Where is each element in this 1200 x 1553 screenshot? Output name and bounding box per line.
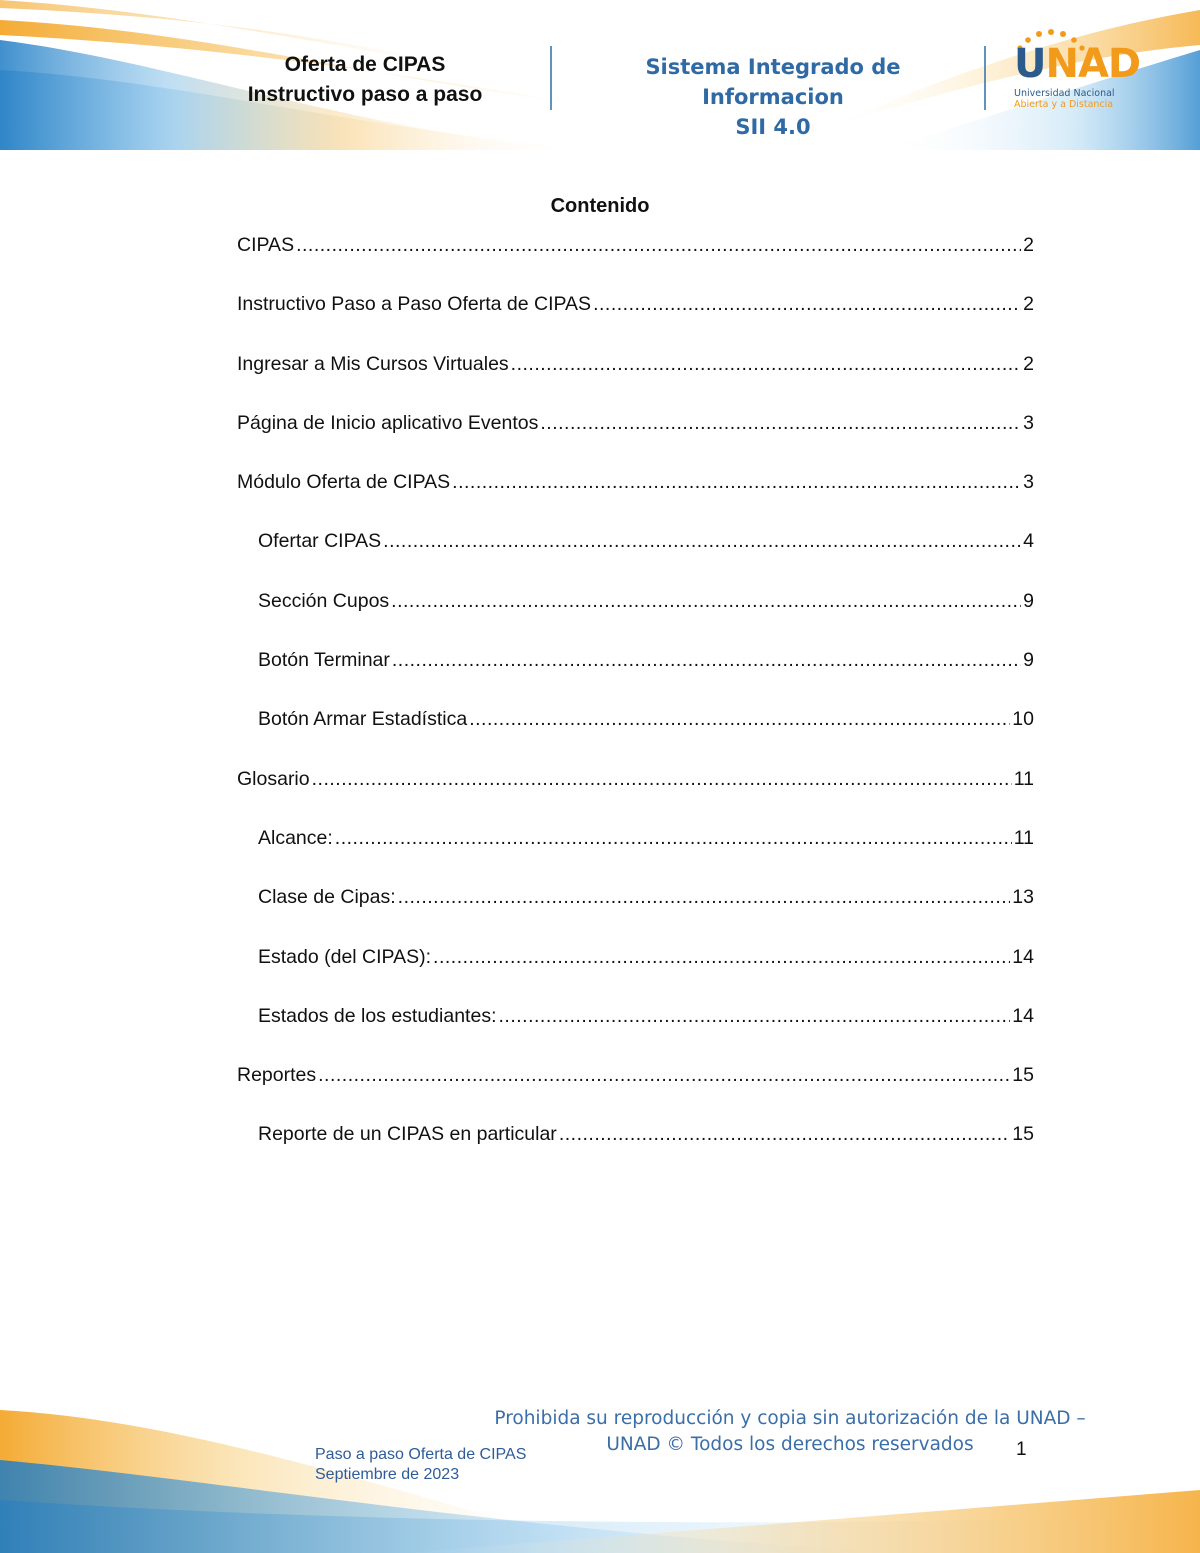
toc-dot-leader xyxy=(392,645,1021,675)
toc-entry-page-number: 3 xyxy=(1023,471,1034,494)
header-divider-left xyxy=(550,46,552,110)
toc-entry-page-number: 2 xyxy=(1023,352,1034,375)
system-name: Sistema Integrado de Informacion xyxy=(645,55,901,109)
toc-dot-leader xyxy=(335,823,1012,853)
toc-dot-leader xyxy=(383,526,1021,556)
toc-dot-leader xyxy=(398,882,1011,912)
toc-dot-leader xyxy=(540,408,1021,438)
toc-dot-leader xyxy=(511,349,1021,379)
toc-entry-page-number: 10 xyxy=(1012,708,1034,731)
toc-entry-page-number: 14 xyxy=(1012,1004,1034,1027)
toc-entry-label: Clase de Cipas: xyxy=(258,886,396,909)
page-footer xyxy=(0,1390,1200,1553)
toc-entry-label: Botón Terminar xyxy=(258,649,390,672)
toc-entry-label: Estados de los estudiantes: xyxy=(258,1004,497,1027)
toc-entry-label: Módulo Oferta de CIPAS xyxy=(237,471,451,494)
toc-dot-leader xyxy=(593,289,1021,319)
toc-entry[interactable] xyxy=(237,1119,1034,1178)
document-subtitle: Instructivo paso a paso xyxy=(247,83,483,106)
footer-document-info xyxy=(315,1445,526,1485)
toc-entry[interactable] xyxy=(237,467,1034,526)
toc-entry-page-number: 11 xyxy=(1013,826,1034,849)
toc-entry-label: Sección Cupos xyxy=(258,589,390,612)
toc-entry-label: Instructivo Paso a Paso Oferta de CIPAS xyxy=(237,293,592,316)
toc-entry[interactable] xyxy=(237,526,1034,585)
footer-document-date: Septiembre de 2023 xyxy=(315,1466,460,1483)
toc-entry[interactable] xyxy=(237,408,1034,467)
header-divider-right xyxy=(984,46,986,110)
toc-entry-page-number: 2 xyxy=(1023,234,1034,256)
toc-dot-leader xyxy=(312,764,1012,794)
toc-entry[interactable] xyxy=(237,882,1034,941)
copyright-notice: Prohibida su reproducción y copia sin autorización de la UNAD – UNAD © Todos los derechos reservados xyxy=(494,1408,1086,1455)
toc-entry-label: Botón Armar Estadística xyxy=(258,708,468,731)
toc-dot-leader xyxy=(296,230,1021,260)
toc-entry-label: Estado (del CIPAS): xyxy=(258,945,432,968)
table-of-contents xyxy=(237,230,1034,1179)
document-title: Oferta de CIPAS xyxy=(284,53,446,76)
system-version: SII 4.0 xyxy=(735,115,811,139)
system-name-block xyxy=(578,52,968,142)
toc-entry-page-number: 15 xyxy=(1012,1064,1034,1087)
toc-entry-page-number: 14 xyxy=(1012,945,1034,968)
toc-entry[interactable] xyxy=(237,645,1034,704)
toc-entry-page-number: 9 xyxy=(1023,589,1034,612)
toc-entry[interactable] xyxy=(237,349,1034,408)
toc-dot-leader xyxy=(469,704,1010,734)
toc-entry-label: Ingresar a Mis Cursos Virtuales xyxy=(237,352,509,375)
toc-entry-page-number: 13 xyxy=(1012,886,1034,909)
toc-entry-page-number: 4 xyxy=(1023,530,1034,553)
toc-entry[interactable] xyxy=(237,942,1034,1001)
toc-entry-page-number: 9 xyxy=(1023,649,1034,672)
page-header xyxy=(0,0,1200,150)
toc-entry[interactable] xyxy=(237,704,1034,763)
toc-dot-leader xyxy=(433,942,1010,972)
toc-entry-label: Página de Inicio aplicativo Eventos xyxy=(237,411,539,434)
footer-document-name: Paso a paso Oferta de CIPAS xyxy=(315,1446,527,1463)
unad-logo xyxy=(1010,28,1141,118)
toc-entry-label: Alcance: xyxy=(258,826,333,849)
toc-entry-page-number: 3 xyxy=(1023,411,1034,434)
toc-dot-leader xyxy=(499,1001,1011,1031)
toc-title: Contenido xyxy=(550,195,650,217)
toc-entry-label: Reportes xyxy=(237,1064,317,1087)
logo-subtitle: Universidad Nacional Abierta y a Distancia xyxy=(1014,88,1115,110)
toc-entry-label: CIPAS xyxy=(237,234,295,256)
toc-entry[interactable] xyxy=(237,764,1034,823)
toc-entry-page-number: 15 xyxy=(1012,1123,1034,1146)
toc-entry[interactable] xyxy=(237,586,1034,645)
document-title-block xyxy=(200,50,530,110)
toc-entry-page-number: 2 xyxy=(1023,293,1034,316)
toc-dot-leader xyxy=(559,1119,1010,1149)
toc-entry[interactable] xyxy=(237,289,1034,348)
toc-dot-leader xyxy=(391,586,1021,616)
toc-dot-leader xyxy=(452,467,1021,497)
toc-entry[interactable] xyxy=(237,1001,1034,1060)
toc-entry[interactable] xyxy=(237,823,1034,882)
logo-wordmark: UNAD xyxy=(1014,41,1141,87)
toc-entry[interactable] xyxy=(237,230,1034,289)
toc-entry-label: Reporte de un CIPAS en particular xyxy=(258,1123,557,1146)
toc-entry-page-number: 11 xyxy=(1013,767,1034,790)
toc-entry-label: Glosario xyxy=(237,767,310,790)
toc-dot-leader xyxy=(318,1060,1010,1090)
page-number: 1 xyxy=(1016,1439,1027,1460)
toc-entry-label: Ofertar CIPAS xyxy=(258,530,382,553)
toc-entry[interactable] xyxy=(237,1060,1034,1119)
